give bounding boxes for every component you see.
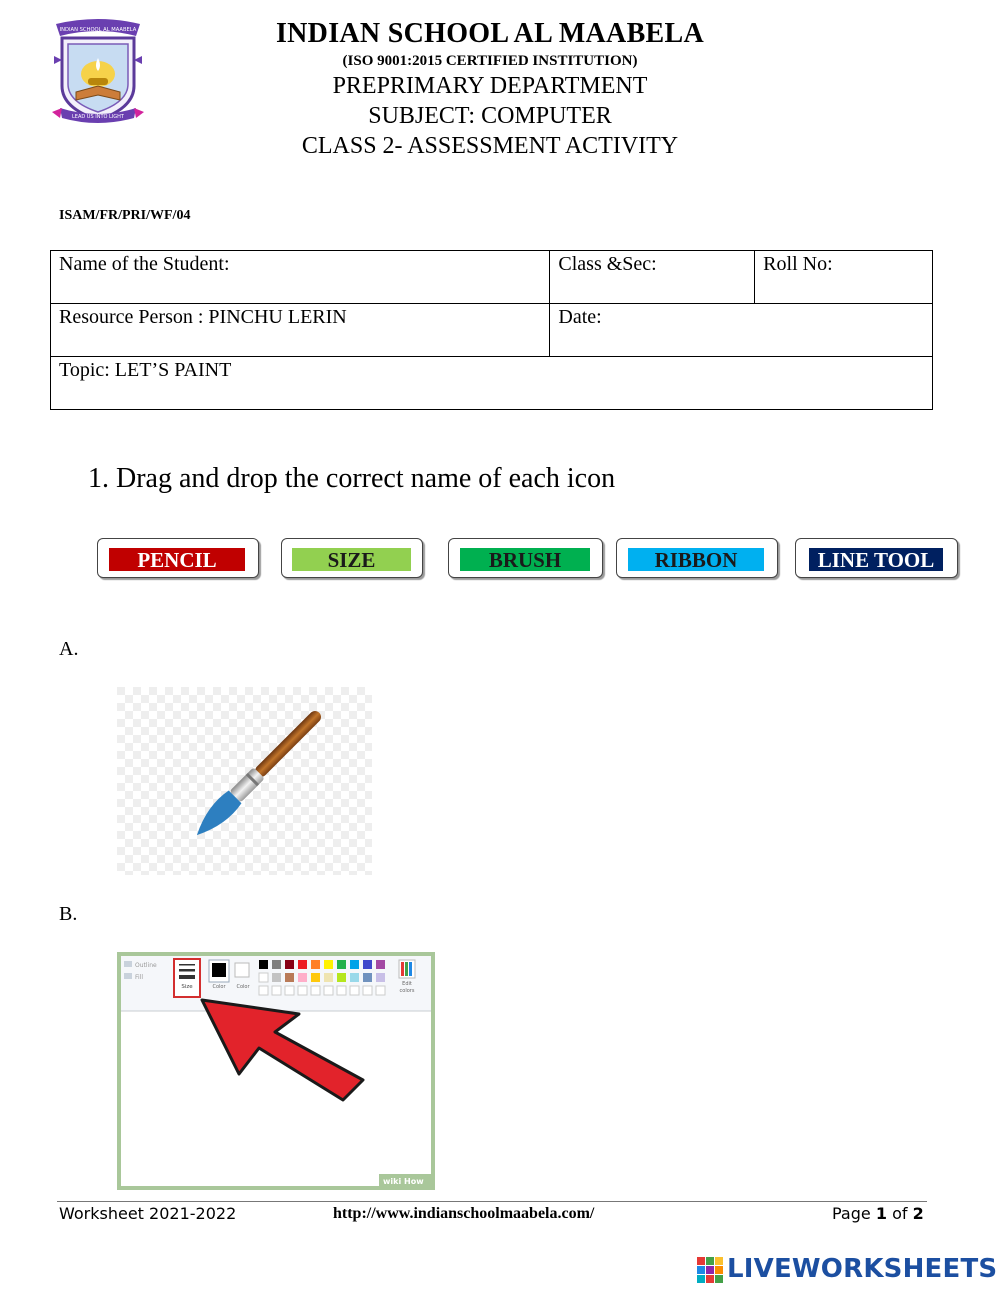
ribbon-outline: Outline	[135, 962, 157, 969]
logo-text-top: INDIAN SCHOOL AL MAABELA	[59, 27, 137, 33]
ribbon-fill: Fill	[135, 974, 144, 981]
drag-tag-size[interactable]	[281, 538, 423, 578]
item-a-label: A.	[59, 638, 79, 660]
paint-size-tool-screenshot	[117, 952, 435, 1190]
tag-label: RIBBON	[628, 548, 764, 571]
drag-tag-line-tool[interactable]	[795, 538, 958, 578]
drag-tag-ribbon[interactable]	[616, 538, 778, 578]
footer-page-number	[832, 1204, 924, 1223]
form-code: ISAM/FR/PRI/WF/04	[59, 208, 191, 223]
class-sec-cell: Class &Sec:	[550, 251, 755, 304]
footer-worksheet-year: Worksheet 2021-2022	[59, 1204, 237, 1223]
ribbon-color-2: Color	[236, 984, 250, 990]
page-of: of	[892, 1204, 908, 1223]
class-line: CLASS 2- ASSESSMENT ACTIVITY	[301, 133, 679, 159]
drag-tag-brush[interactable]	[448, 538, 603, 578]
tag-label: LINE TOOL	[809, 548, 943, 571]
ribbon-edit-colors-1: Edit	[402, 981, 412, 987]
page-current: 1	[875, 1204, 887, 1223]
ribbon-edit-colors-2: colors	[399, 988, 415, 994]
wikihow-how: How	[404, 1177, 424, 1186]
tag-label: PENCIL	[109, 548, 245, 571]
page-word: Page	[832, 1204, 871, 1223]
subject: SUBJECT: COMPUTER	[368, 103, 612, 129]
resource-person-cell: Resource Person : PINCHU LERIN	[51, 304, 550, 357]
topic-cell: Topic: LET’S PAINT	[51, 357, 933, 410]
liveworksheets-brand[interactable]: LIVEWORKSHEETS	[727, 1254, 998, 1284]
page-total: 2	[912, 1204, 924, 1223]
drag-tag-pencil[interactable]	[97, 538, 259, 578]
department: PREPRIMARY DEPARTMENT	[332, 73, 648, 99]
paint-brush-icon	[117, 687, 372, 875]
liveworksheets-logo-icon	[697, 1257, 723, 1283]
student-name-cell: Name of the Student:	[51, 251, 550, 304]
student-info-table	[50, 250, 933, 410]
school-name: INDIAN SCHOOL AL MAABELA	[275, 18, 705, 49]
ribbon-color-1: Color	[212, 984, 226, 990]
date-cell: Date:	[550, 304, 933, 357]
roll-no-cell: Roll No:	[755, 251, 933, 304]
footer-url[interactable]: http://www.indianschoolmaabela.com/	[333, 1205, 595, 1222]
footer-divider	[57, 1201, 927, 1202]
logo-text-bottom: LEAD US INTO LIGHT	[72, 114, 124, 120]
question-1: 1. Drag and drop the correct name of each icon	[88, 463, 616, 494]
wikihow-wiki: wiki	[383, 1177, 402, 1186]
ribbon-size: Size	[181, 984, 193, 990]
item-b-label: B.	[59, 903, 78, 925]
iso-certification: (ISO 9001:2015 CERTIFIED INSTITUTION)	[342, 53, 638, 69]
tag-label: SIZE	[292, 548, 411, 571]
tag-label: BRUSH	[460, 548, 590, 571]
